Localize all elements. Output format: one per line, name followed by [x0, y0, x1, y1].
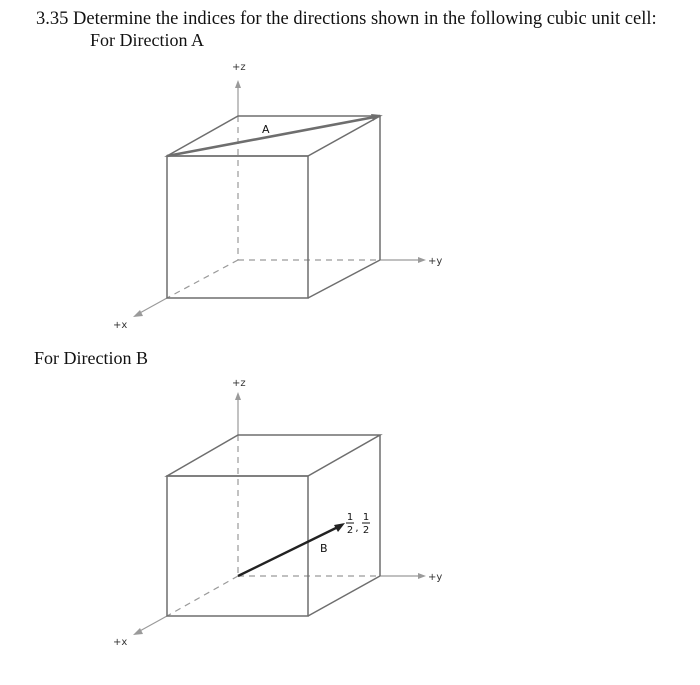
direction-b-label: B [320, 542, 328, 555]
hidden-edge-x [167, 576, 238, 616]
heading-direction-b: For Direction B [34, 348, 148, 368]
direction-a-label: A [262, 123, 270, 136]
y-axis-label: +y [428, 256, 443, 267]
hidden-edge-x [167, 260, 238, 298]
z-axis-label: +z [232, 62, 246, 73]
coord-first-denominator: 2 [346, 525, 354, 536]
y-axis-arrowhead [418, 573, 426, 579]
direction-b-arrowhead [334, 523, 345, 532]
cube-top-face [167, 435, 380, 476]
x-axis-line [138, 616, 167, 632]
x-axis-label: +x [113, 320, 128, 331]
z-axis-arrowhead [235, 80, 241, 88]
y-axis-arrowhead [418, 257, 426, 263]
coord-second-numerator: 1 [362, 512, 370, 523]
coord-separator: , [355, 523, 359, 534]
coord-second-denominator: 2 [362, 525, 370, 536]
coord-first-numerator: 1 [346, 512, 354, 523]
cube-bottom-right-edge [308, 576, 380, 616]
z-axis-arrowhead [235, 392, 241, 400]
x-axis-arrowhead [133, 310, 143, 317]
cubic-unit-cell-diagram-b [0, 340, 700, 680]
x-axis-arrowhead [133, 628, 143, 635]
cube-bottom-right-edge [308, 260, 380, 298]
z-axis-label: +z [232, 378, 246, 389]
question-body: Determine the indices for the directions shown in the following cubic unit cell: [73, 9, 657, 29]
question-number: 3.35 [36, 9, 69, 29]
cubic-unit-cell-diagram-a [0, 0, 700, 340]
direction-a-vector [167, 116, 380, 156]
x-axis-line [138, 298, 167, 314]
y-axis-label: +y [428, 572, 443, 583]
heading-direction-a: For Direction A [90, 30, 204, 50]
x-axis-label: +x [113, 637, 128, 648]
tip-coordinate [346, 512, 370, 536]
